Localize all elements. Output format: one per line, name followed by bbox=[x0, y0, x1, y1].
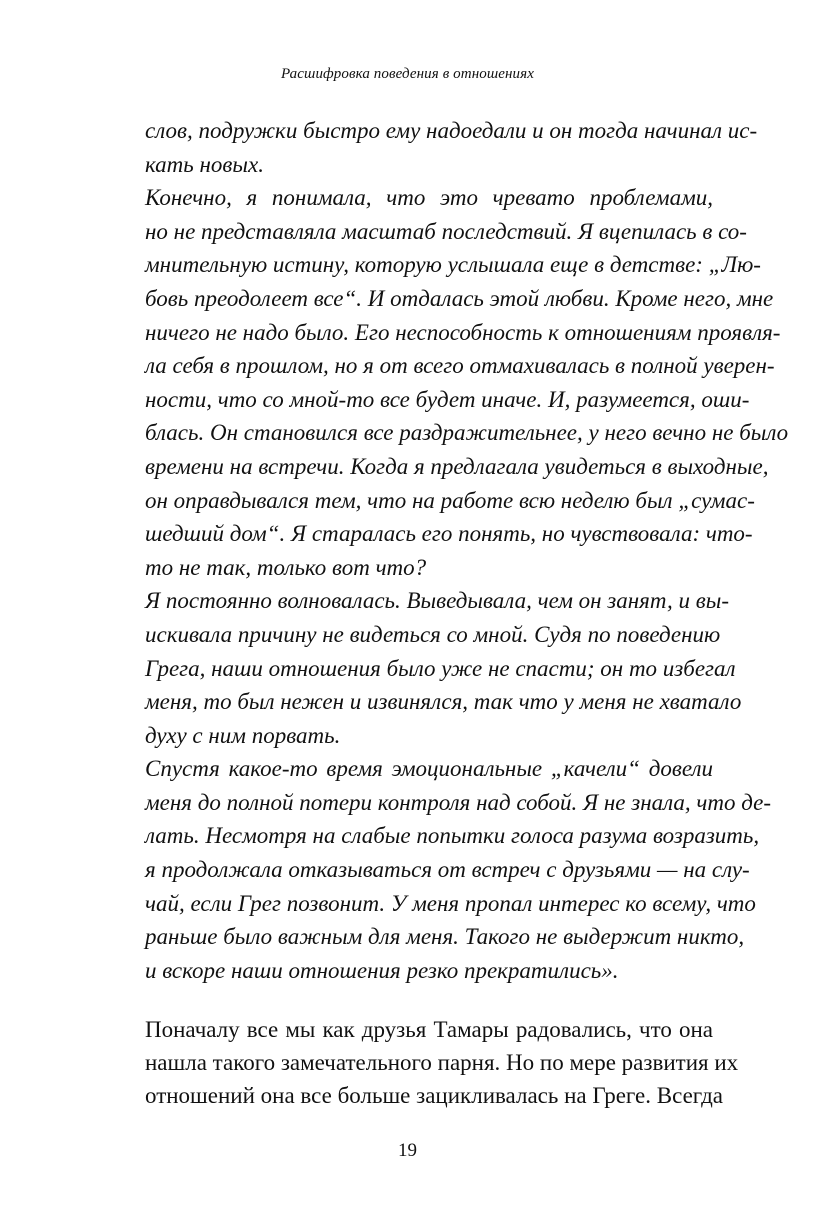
text-line: чай, если Грег позвонит. У меня пропал интерес ко всему, что bbox=[145, 890, 756, 916]
text-line: времени на встречи. Когда я предлагала увидеться в выходные, bbox=[145, 453, 769, 479]
text-line: Спустя какое-то время эмоциональные „качели“ довели bbox=[145, 756, 713, 782]
text-line: Конечно, я понимала, что это чревато проблемами, bbox=[145, 185, 713, 211]
text-line: блась. Он становился все раздражительнее, у него вечно не было bbox=[145, 420, 789, 446]
text-line: но не представляла масштаб последствий. Я вцепилась в со- bbox=[145, 218, 747, 244]
text-line: меня до полной потери контроля над собой. Я не знала, что де- bbox=[145, 789, 772, 815]
text-line: шедший дом“. Я старалась его понять, но чувствовала: что- bbox=[145, 521, 753, 547]
text-line: нашла такого замечательного парня. Но по мере развития их bbox=[145, 1050, 739, 1075]
text-line: я продолжала отказываться от встреч с друзьями — на слу- bbox=[145, 857, 750, 883]
text-line: отношений она все больше зацикливалась на Греге. Всегда bbox=[145, 1083, 723, 1108]
text-line: то не так, только вот что? bbox=[145, 554, 427, 580]
text-line: духу с ним порвать. bbox=[145, 722, 341, 748]
text-line: бовь преодолеет все“. И отдалась этой любви. Кроме него, мне bbox=[145, 285, 774, 311]
text-line: Грега, наши отношения было уже не спасти; он то избегал bbox=[145, 655, 736, 681]
page-number: 19 bbox=[398, 1140, 417, 1161]
text-line: ности, что со мной-то все будет иначе. И, разумеется, оши- bbox=[145, 386, 750, 412]
text-line: лать. Несмотря на слабые попытки голоса разума возразить, bbox=[145, 823, 760, 849]
text-line: Поначалу все мы как друзья Тамары радовались, что она bbox=[145, 1017, 713, 1042]
text-line: кать новых. bbox=[145, 151, 264, 177]
text-line: слов, подружки быстро ему надоедали и он тогда начинал ис- bbox=[145, 118, 758, 143]
quote-block bbox=[145, 114, 789, 987]
body-paragraph bbox=[145, 1013, 739, 1112]
text-line: меня, то был нежен и извинялся, так что у меня не хватало bbox=[145, 689, 742, 715]
text-line: ла себя в прошлом, но я от всего отмахивалась в полной уверен- bbox=[145, 353, 775, 379]
text-line: раньше было важным для меня. Такого не выдержит никто, bbox=[145, 924, 745, 950]
running-header: Расшифровка поведения в отношениях bbox=[280, 66, 534, 82]
text-line: и вскоре наши отношения резко прекратились». bbox=[145, 957, 619, 983]
text-line: искивала причину не видеться со мной. Судя по поведению bbox=[145, 621, 721, 647]
text-line: мнительную истину, которую услышала еще в детстве: „Лю- bbox=[145, 252, 761, 278]
text-line: Я постоянно волновалась. Выведывала, чем он занят, и вы- bbox=[145, 588, 730, 614]
text-line: он оправдывался тем, что на работе всю неделю был „сумас- bbox=[145, 487, 755, 513]
text-line: ничего не надо было. Его неспособность к отношениям проявля- bbox=[145, 319, 781, 345]
